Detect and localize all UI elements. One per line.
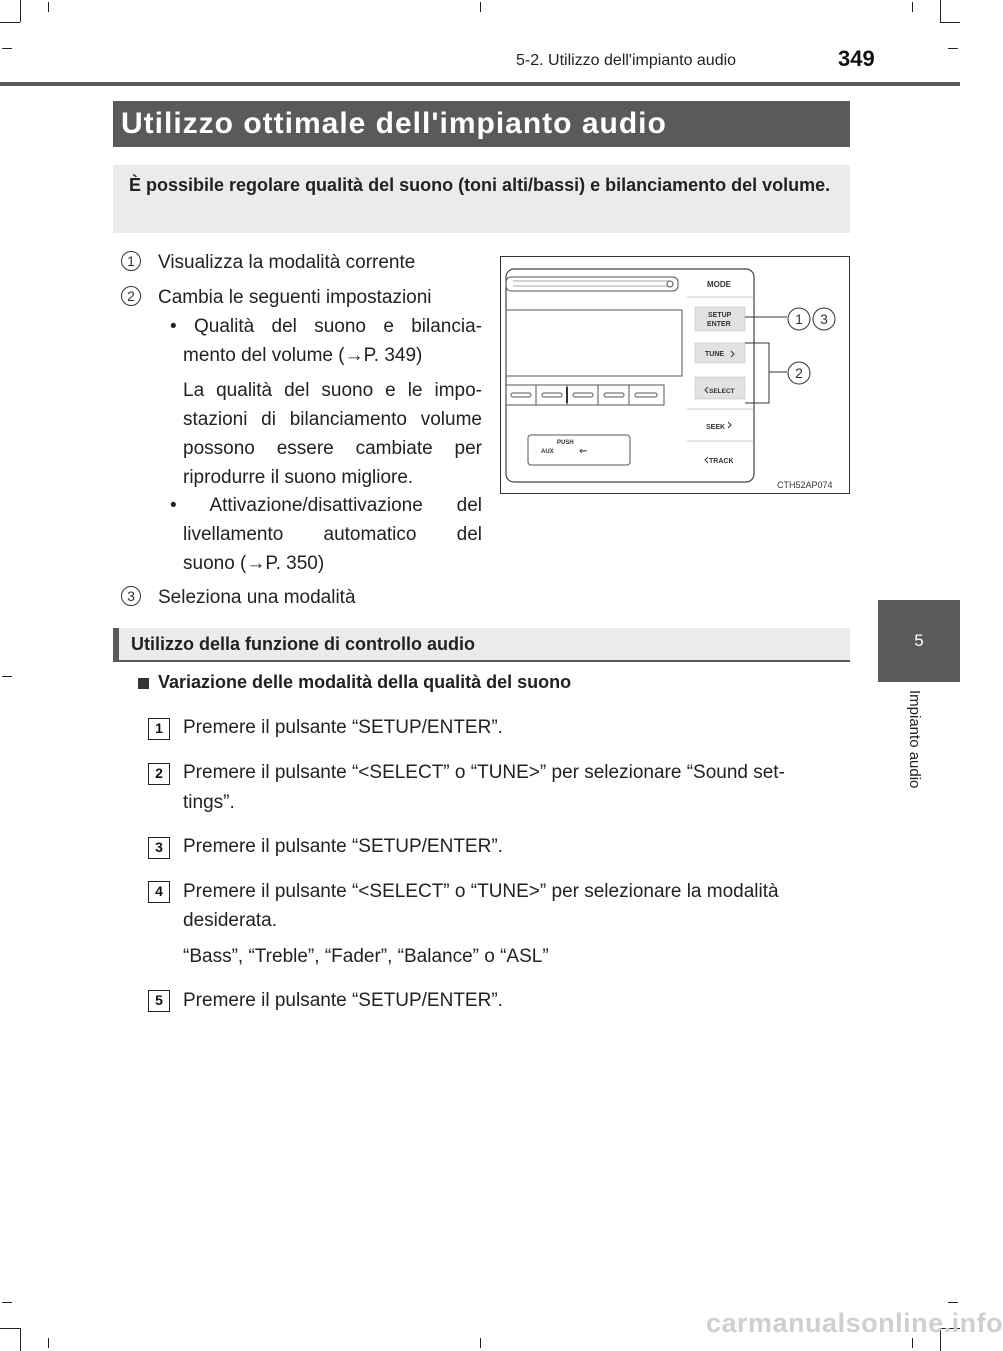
bullet-line: • Qualità del suono e bilancia-: [170, 316, 482, 337]
enter-button-label: ENTER: [707, 321, 731, 328]
callout-number: 1: [121, 251, 141, 271]
crop-mark: [948, 1302, 958, 1303]
chapter-title: Impianto audio: [906, 690, 923, 789]
figure-callout-number: 2: [795, 365, 803, 381]
audio-unit-illustration: [501, 257, 848, 492]
step-text: Premere il pulsante “SETUP/ENTER”.: [183, 836, 503, 857]
subsection-title: Utilizzo della funzione di controllo audio: [113, 628, 850, 662]
step-text: Premere il pulsante “<SELECT” o “TUNE>” per selezionare “Sound set-: [183, 762, 785, 783]
crop-mark: [912, 2, 913, 12]
step-number: 1: [148, 718, 170, 740]
setup-button-label: SETUP: [708, 312, 732, 319]
crop-mark: [48, 2, 49, 12]
track-button-label: TRACK: [709, 458, 734, 465]
crop-mark: [480, 2, 481, 12]
procedure-marker: [138, 678, 149, 689]
crop-mark: [0, 1328, 20, 1329]
select-button-label: SELECT: [709, 388, 735, 395]
bullet-line: suono (→P. 350): [183, 553, 325, 574]
bullet-note-line: possono essere cambiate per: [183, 438, 482, 459]
header-rule: [0, 82, 960, 86]
page-number: 349: [838, 46, 875, 71]
step-number: 3: [148, 837, 170, 859]
audio-unit-figure: [500, 256, 850, 494]
callout-text: Visualizza la modalità corrente: [158, 252, 416, 273]
page-title: Utilizzo ottimale dell'impianto audio: [113, 101, 850, 147]
seek-button-label: SEEK: [706, 424, 726, 431]
bullet-note-line: La qualità del suono e le impo-: [183, 380, 482, 401]
bullet-note-line: riprodurre il suono migliore.: [183, 467, 414, 488]
crop-mark: [20, 0, 21, 22]
header-section-label: 5-2. Utilizzo dell'impianto audio: [516, 52, 737, 69]
watermark: carmanualsonline.info: [706, 1308, 1003, 1338]
crop-mark: [2, 676, 12, 677]
crop-mark: [48, 1338, 49, 1348]
crop-mark: [940, 22, 960, 23]
usb-icon: ⇜: [579, 446, 588, 457]
callout-text: Seleziona una modalità: [158, 587, 356, 608]
chapter-tab: 5: [878, 600, 960, 682]
crop-mark: [948, 48, 958, 49]
intro-box: È possibile regolare qualità del suono (toni alti/bassi) e bilanciamento del volume.: [113, 165, 850, 233]
callout-number: 2: [121, 286, 141, 306]
crop-mark: [20, 1328, 21, 1351]
callout-number: 3: [121, 586, 141, 606]
aux-label: AUX: [541, 449, 554, 455]
step-number: 4: [148, 881, 170, 903]
step-note: “Bass”, “Treble”, “Fader”, “Balance” o “ASL”: [183, 946, 549, 967]
step-text: Premere il pulsante “SETUP/ENTER”.: [183, 717, 503, 738]
bullet-line: livellamento automatico del: [183, 524, 482, 545]
tune-button-label: TUNE: [705, 351, 725, 358]
crop-mark: [912, 1338, 913, 1348]
crop-mark: [2, 48, 12, 49]
figure-callout-number: 1: [795, 311, 803, 327]
crop-mark: [940, 0, 941, 22]
push-label: PUSH: [557, 440, 574, 446]
step-number: 5: [148, 990, 170, 1012]
crop-mark: [0, 22, 20, 23]
crop-mark: [480, 1338, 481, 1348]
procedure-heading: Variazione delle modalità della qualità del suono: [158, 672, 572, 692]
step-number: 2: [148, 763, 170, 785]
callout-text: Cambia le seguenti impostazioni: [158, 287, 432, 308]
bullet-line: mento del volume (→P. 349): [183, 345, 423, 366]
crop-mark: [2, 1302, 12, 1303]
bullet-note-line: stazioni di bilanciamento volume: [183, 409, 482, 430]
step-text: Premere il pulsante “<SELECT” o “TUNE>” per selezionare la modalità: [183, 881, 779, 902]
mode-button-label: MODE: [707, 280, 731, 289]
step-text: tings”.: [183, 792, 235, 813]
step-text: desiderata.: [183, 910, 278, 931]
bullet-line: • Attivazione/disattivazione del: [170, 495, 482, 516]
step-text: Premere il pulsante “SETUP/ENTER”.: [183, 990, 503, 1011]
figure-callout-number: 3: [820, 311, 828, 327]
figure-code: CTH52AP074: [777, 480, 833, 490]
